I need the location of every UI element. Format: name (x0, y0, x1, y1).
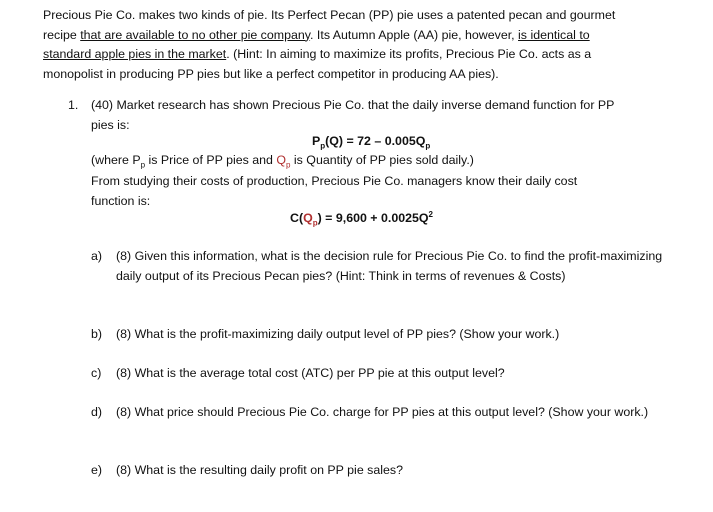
subquestion-letter: c) (91, 366, 102, 380)
question-1-text (91, 96, 666, 135)
intro-line-3 (43, 45, 683, 65)
eq-subscript: p (425, 141, 431, 151)
cost-intro-line: From studying their costs of production, Precious Pie Co. managers know their daily cost (91, 174, 578, 188)
subquestion-letter: d) (91, 405, 103, 419)
where-subscript: p (286, 160, 291, 170)
where-text: is Quantity of PP pies sold daily.) (290, 153, 474, 167)
subquestion-text: (8) What price should Precious Pie Co. charge for PP pies at this output level? (Show your work.) (116, 405, 649, 419)
subquestion-text: (8) What is the profit-maximizing daily output level of PP pies? (Show your work.) (116, 327, 560, 341)
underlined-text: that are available to no other pie company (80, 27, 311, 42)
intro-text: recipe (43, 27, 81, 42)
eq-part: (Q) = 72 – 0.005Q (325, 134, 426, 148)
eq-part: Q (303, 211, 313, 226)
eq-part: P (312, 134, 321, 148)
cost-intro-line: function is: (91, 193, 151, 208)
where-text: (where P (91, 153, 141, 167)
demand-equation (312, 134, 430, 150)
where-clause (91, 153, 691, 169)
subquestion-text: (8) Given this information, what is the decision rule for Precious Pie Co. to find the profit-maximizing daily output of its Precious Pecan pies? (Hint: Think in terms of revenues & Costs) (116, 249, 663, 283)
eq-superscript: 2 (428, 210, 433, 219)
underlined-text: is identical to (518, 27, 590, 42)
intro-line-1: Precious Pie Co. makes two kinds of pie. Its Perfect Pecan (PP) pie uses a patented pecan and gourmet (43, 8, 616, 22)
question-number: 1. (68, 98, 79, 112)
subquestion-text: (8) What is the resulting daily profit on PP pie sales? (116, 463, 403, 477)
question-line: (40) Market research has shown Precious Pie Co. that the daily inverse demand function for PP (91, 98, 615, 112)
subquestion-letter: a) (91, 249, 103, 263)
cost-intro (91, 172, 651, 211)
where-q: Q (276, 153, 287, 167)
where-subscript: p (140, 160, 146, 170)
subquestion-letter: b) (91, 327, 103, 341)
eq-part: ) = 9,600 + 0.0025Q (317, 211, 429, 226)
where-text: is Price of PP pies and (145, 153, 277, 167)
eq-part: C( (290, 211, 304, 226)
underlined-text: standard apple pies in the market (43, 47, 227, 61)
question-line: pies is: (91, 117, 130, 132)
subquestion-letter: e) (91, 463, 103, 477)
intro-text: . Its Autumn Apple (AA) pie, however, (310, 27, 519, 42)
cost-equation (290, 210, 433, 228)
intro-line-2 (43, 26, 683, 46)
eq-subscript: p (320, 141, 326, 151)
eq-subscript: p (312, 218, 318, 228)
intro-line-4: monopolist in producing PP pies but like a perfect competitor in producing AA pies). (43, 66, 499, 81)
intro-text: . (Hint: In aiming to maximize its profits, Precious Pie Co. acts as a (226, 47, 592, 61)
subquestion-text: (8) What is the average total cost (ATC) per PP pie at this output level? (116, 366, 505, 380)
intro-paragraph (43, 6, 683, 84)
